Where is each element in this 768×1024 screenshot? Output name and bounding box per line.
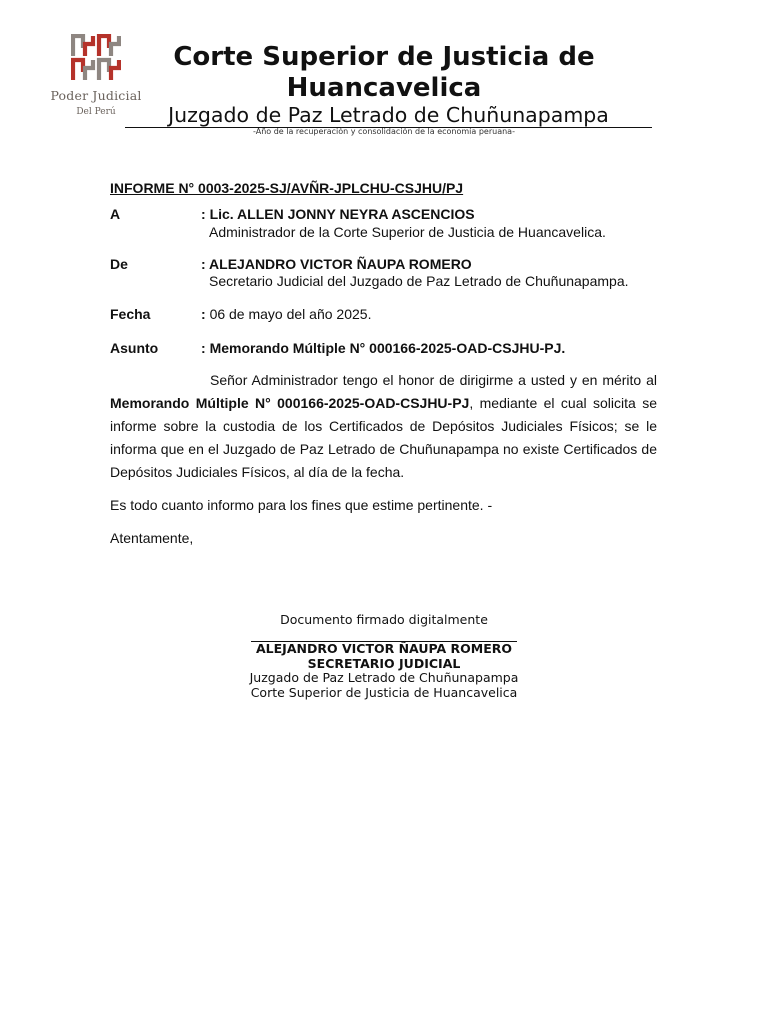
from-sender: : ALEJANDRO VICTOR ÑAUPA ROMERO [201,256,472,272]
from-name: ALEJANDRO VICTOR ÑAUPA ROMERO [209,256,472,272]
subject-value: Memorando Múltiple N° 000166-2025-OAD-CSJHU-PJ. [209,340,566,356]
to-name: Lic. ALLEN JONNY NEYRA ASCENCIOS [209,206,475,222]
signature-block [240,642,528,700]
court-title: Corte Superior de Justicia de Huancavelica [173,42,595,103]
to-position: Administrador de la Corte Superior de Justicia de Huancavelica. [209,224,606,240]
logo-text-poder-judicial: Poder Judicial [50,88,142,103]
memo-reference: Memorando Múltiple N° 000166-2025-OAD-CSJHU-PJ [110,395,470,411]
date-value: 06 de mayo del año 2025. [209,306,372,322]
body-rest: , mediante el cual solicita se informe sobre la custodia de los Certificados de Depósitos Judiciales Físicos; se le informa que en el Juzgado de Paz Letrado de Chuñunapampa no existe Certificados de Depósitos Judiciales Físicos, al día de la fecha. [110,395,657,480]
closing-line: Es todo cuanto informo para los fines que estime pertinente. - [110,497,493,513]
signer-court: Juzgado de Paz Letrado de Chuñunapampa [249,670,519,685]
to-recipient: : Lic. ALLEN JONNY NEYRA ASCENCIOS [201,206,475,222]
year-motto: -Año de la recuperación y consolidación de la economía peruana- [253,127,515,136]
body-intro: Señor Administrador tengo el honor de dirigirme a usted y en mérito al [210,372,657,388]
date-label: Fecha [110,306,151,322]
signer-name: ALEJANDRO VICTOR ÑAUPA ROMERO [256,641,512,656]
to-label: A [110,206,121,222]
signer-title: SECRETARIO JUDICIAL [307,655,461,671]
informe-number: INFORME N° 0003-2025-SJ/AVÑR-JPLCHU-CSJHU/PJ [110,180,464,196]
logo-text-del-peru: Del Perú [76,107,116,117]
body-paragraph [110,369,657,484]
from-label: De [110,256,128,272]
poder-judicial-emblem-icon [71,34,121,82]
farewell: Atentamente, [110,530,194,546]
signer-institution: Corte Superior de Justicia de Huancavelica [250,684,518,700]
date-row: : 06 de mayo del año 2025. [201,306,372,322]
court-subtitle: Juzgado de Paz Letrado de Chuñunapampa [125,103,652,128]
digital-signature-note: Documento firmado digitalmente [280,612,488,627]
from-position: Secretario Judicial del Juzgado de Paz Letrado de Chuñunapampa. [209,273,629,289]
subject-row: : Memorando Múltiple N° 000166-2025-OAD-CSJHU-PJ. [201,340,566,356]
subject-label: Asunto [110,340,159,356]
